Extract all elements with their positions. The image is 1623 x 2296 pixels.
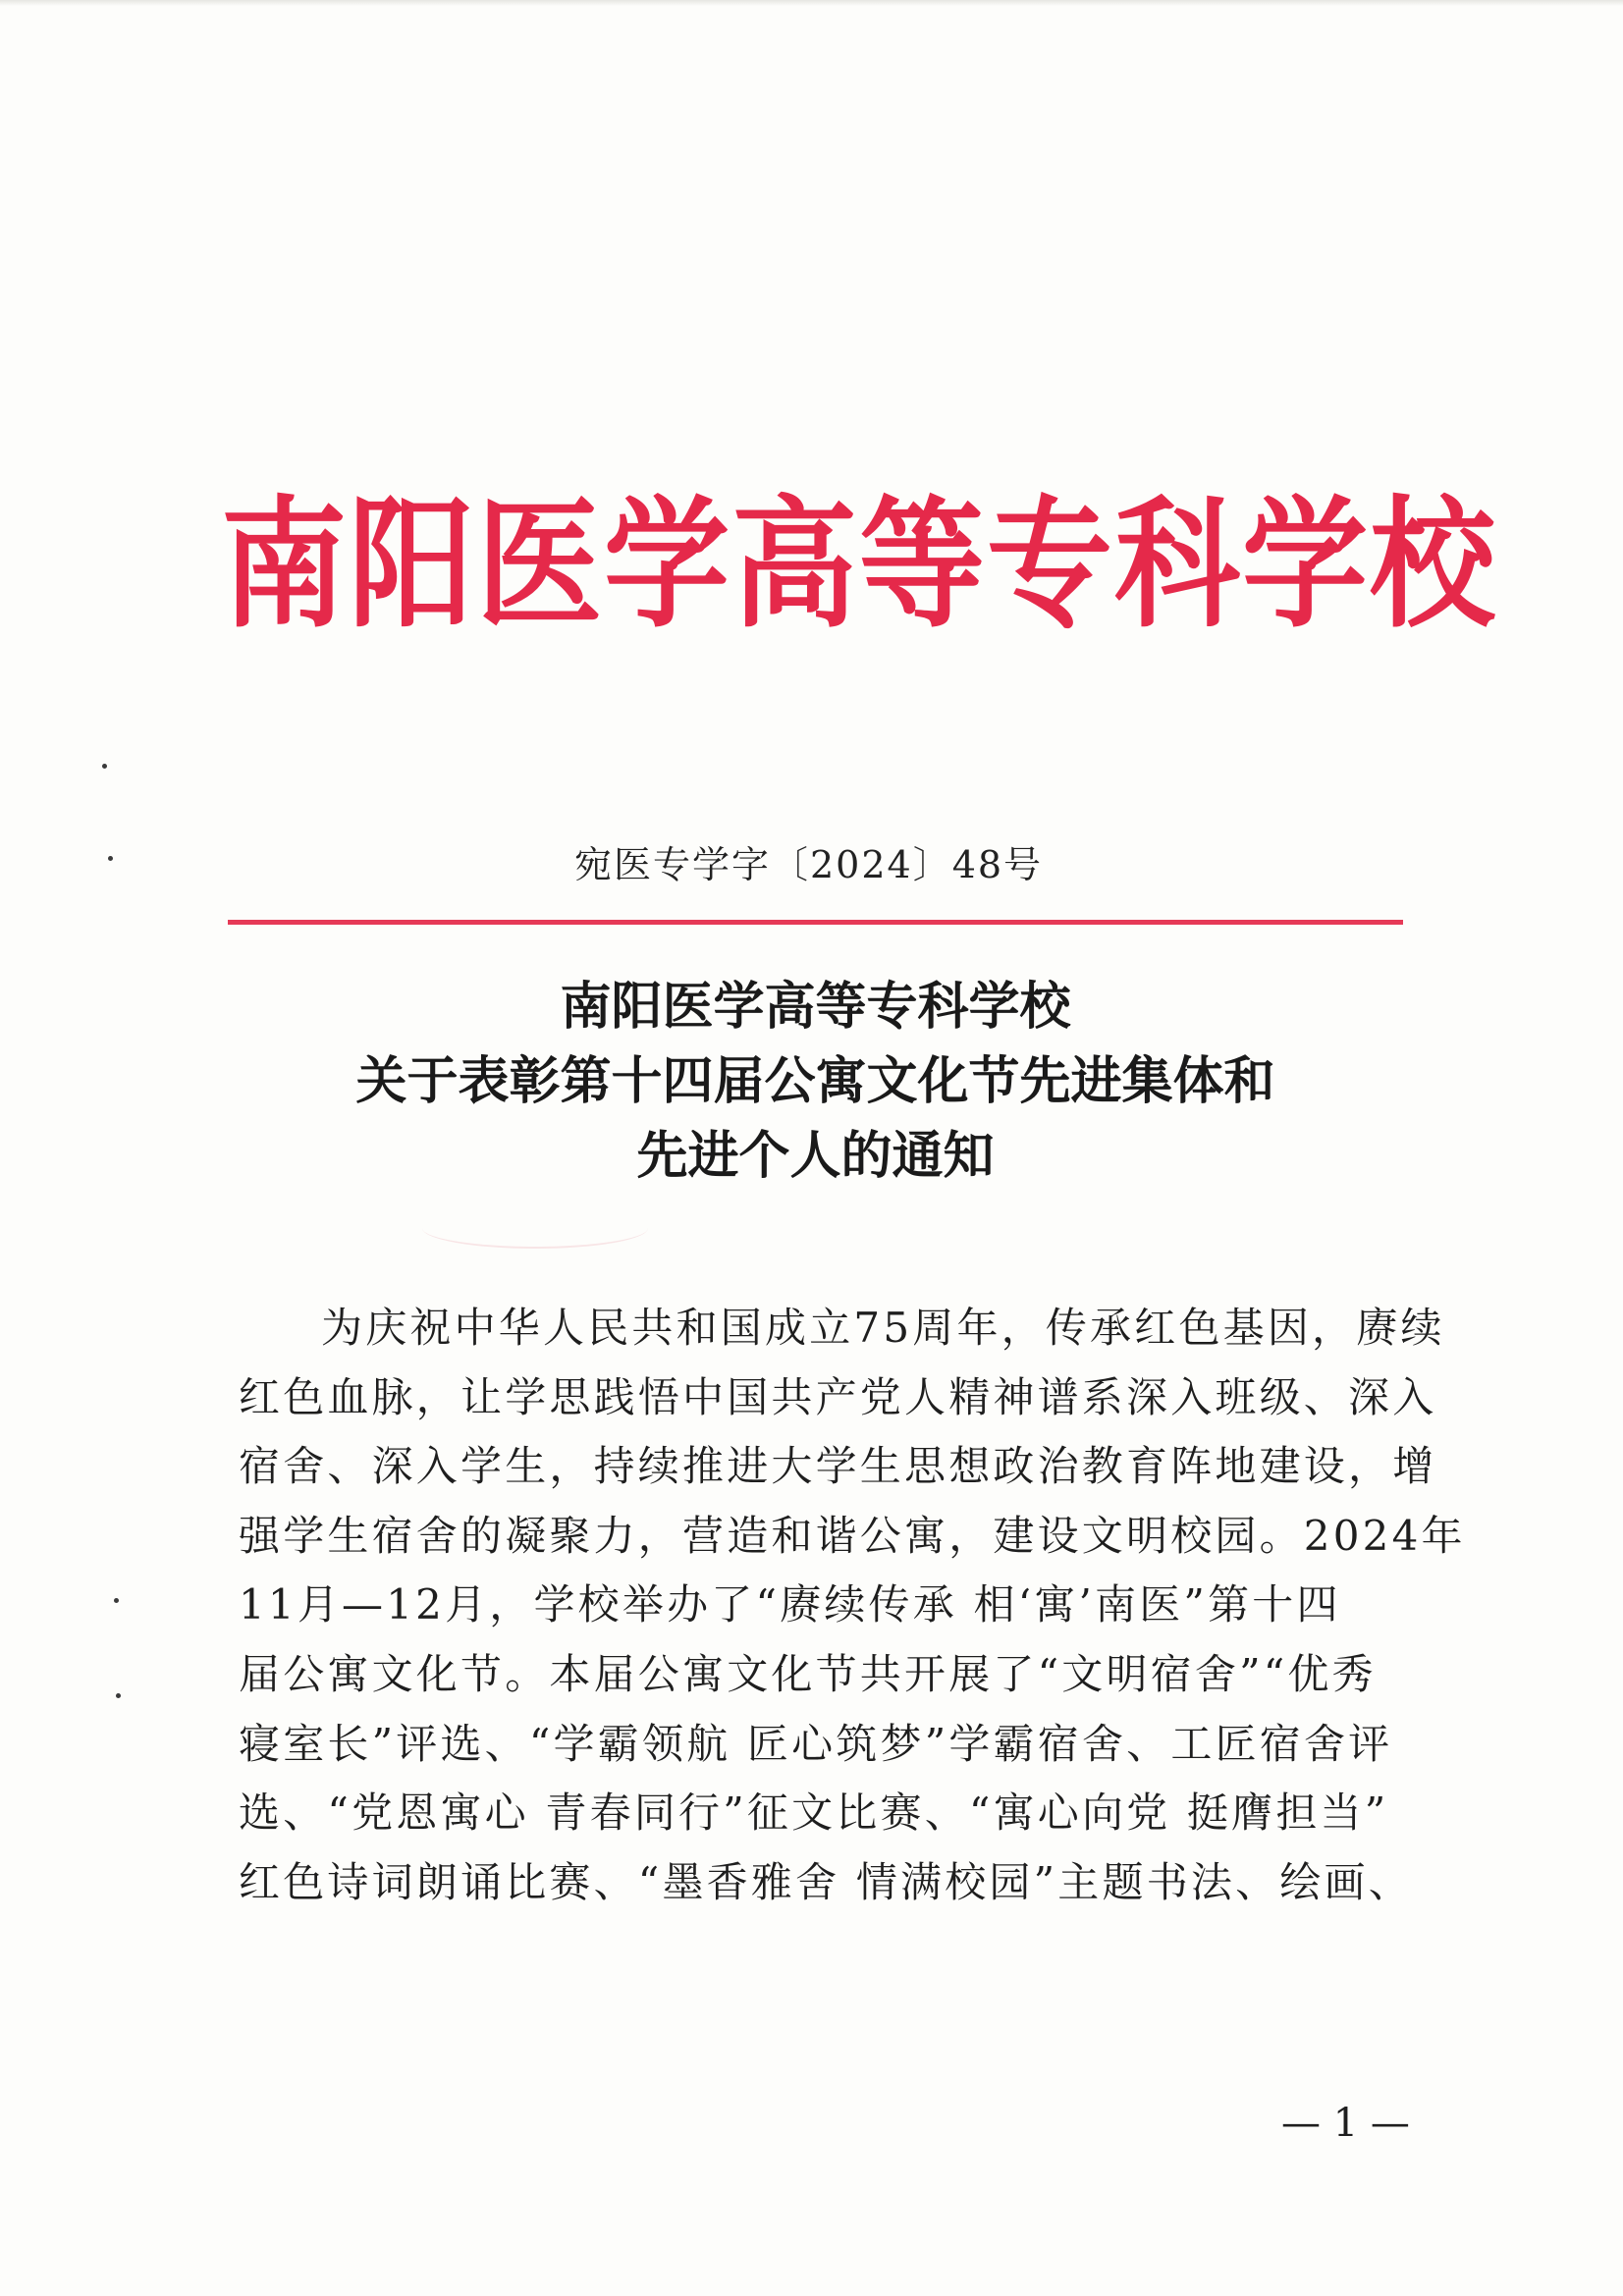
body-line: 届公寓文化节。本届公寓文化节共开展了“文明宿舍”“优秀	[239, 1649, 1377, 1698]
body-line: 为庆祝中华人民共和国成立75周年，传承红色基因，赓续	[321, 1304, 1445, 1352]
body-line: 选、“党恩寓心 青春同行”征文比赛、“寓心向党 挺膺担当”	[239, 1789, 1389, 1838]
body-line: 寝室长”评选、“学霸领航 匠心筑梦”学霸宿舍、工匠宿舍评	[239, 1719, 1393, 1768]
scan-speck	[114, 1598, 119, 1603]
faint-stamp-mark	[422, 1207, 648, 1249]
body-line: 强学生宿舍的凝聚力，营造和谐公寓，建设文明校园。2024年	[239, 1511, 1466, 1560]
red-separator-line	[228, 920, 1403, 925]
scan-speck	[116, 1693, 121, 1698]
title-line-2: 关于表彰第十四届公寓文化节先进集体和	[355, 1051, 1275, 1111]
notice-title	[228, 970, 1403, 1194]
masthead-school-name: 南阳医学高等专科学校	[221, 483, 1498, 648]
body-line: 红色诗词朗诵比赛、“墨香雅舍 情满校园”主题书法、绘画、	[239, 1857, 1413, 1906]
body-line: 宿舍、深入学生，持续推进大学生思想政治教育阵地建设，增	[239, 1442, 1437, 1491]
body-line: 11月—12月，学校举办了“赓续传承 相‘寓’南医”第十四	[239, 1580, 1341, 1629]
notice-body	[239, 1294, 1466, 1917]
scan-speck	[102, 764, 107, 769]
document-number: 宛医专学字〔2024〕48号	[574, 843, 1044, 886]
title-line-1: 南阳医学高等专科学校	[560, 977, 1071, 1037]
scan-top-edge	[0, 0, 1623, 6]
page-number: — 1 —	[1281, 2101, 1410, 2146]
scan-speck	[108, 856, 113, 861]
title-line-3: 先进个人的通知	[636, 1126, 995, 1186]
body-line: 红色血脉，让学思践悟中国共产党人精神谱系深入班级、深入	[239, 1372, 1437, 1421]
